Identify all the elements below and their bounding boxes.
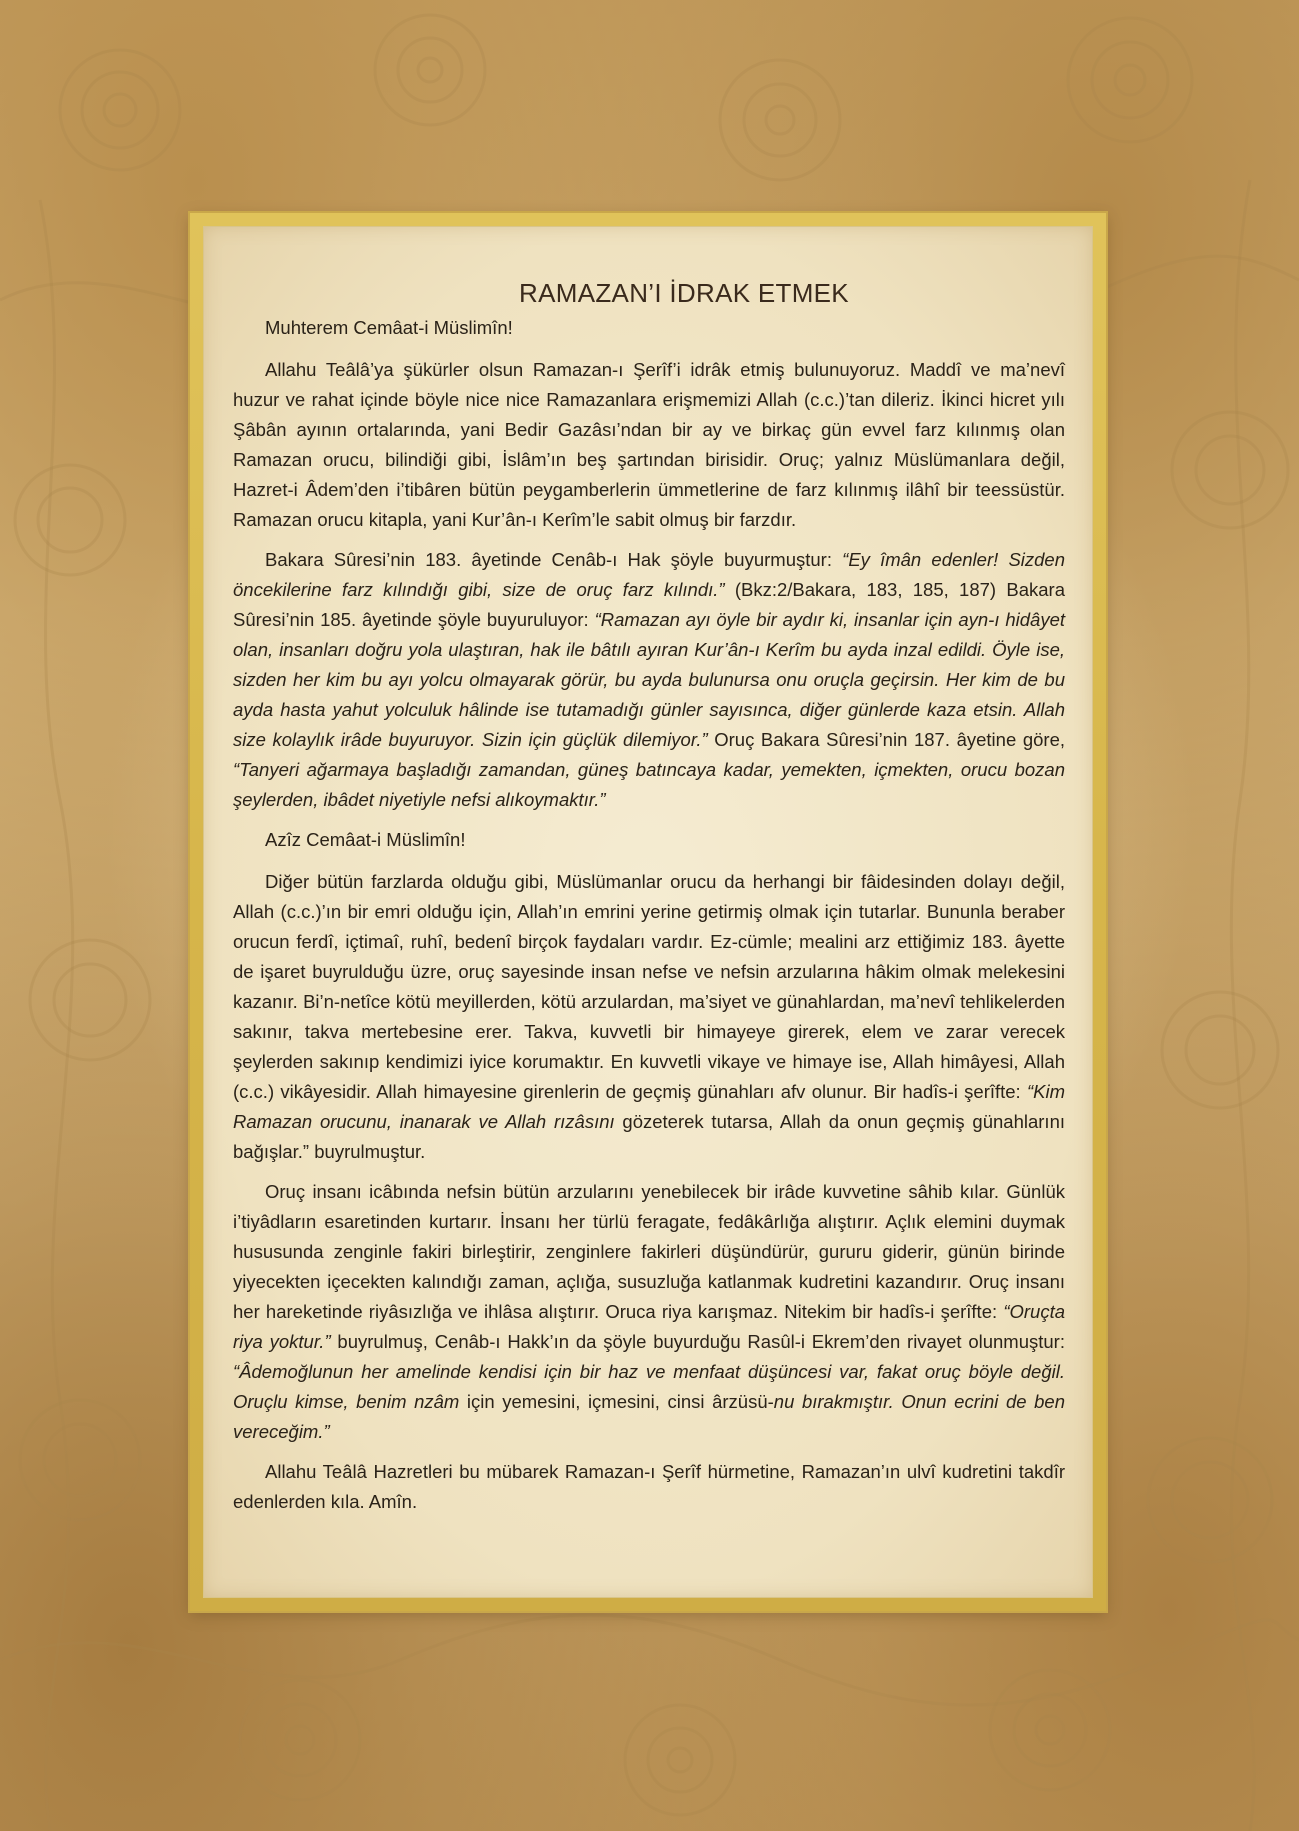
paragraph-2-quote-1: “Ey îmân edenler! Sizden öncekilerine farz kılındığı gibi, size de oruç farz kılındı.” [233,549,1066,600]
salutation-second: Azîz Cemâat-i Müslimîn! [265,829,466,850]
page-title: RAMAZAN’I İDRAK ETMEK [519,278,849,308]
paragraph-2-text-2: (Bkz:2/Bakara, 183, 185, 187) Bakara Sûresi’nin 185. âyetinde şöyle buyuruluyor: [233,579,1065,630]
paragraph-4-quote-1: “Oruçta riya yoktur.” [233,1301,1065,1352]
paragraph-2-text-1: Bakara Sûresi’nin 183. âyetinde Cenâb-ı Hak şöyle buyurmuştur: [265,549,843,570]
paragraph-4-quote-2: “Âdemoğlunun her amelinde kendisi için bir haz ve menfaat düşüncesi var, fakat oruç böyle değil. Oruçlu kimse, benim nzâm [233,1361,1065,1412]
paragraph-3-text-1: Diğer bütün farzlarda olduğu gibi, Müslümanlar orucu da herhangi bir fâidesinden dolayı değil, Allah (c.c.)’ın bir emri olduğu için, Allah’ın emrini yerine getirmiş olmak için tutarlar. Bununla beraber orucun ferdî, içtimaî, ruhî, bedenî birçok faydaları vardır. Ez-cümle; mealini arz ettiğimiz 183. âyette de işaret buyrulduğu üzre, oruç sayesinde insan nefse ve nefsin arzularına hâkim olmak melekesini kazanır. Bi’n-netîce kötü meyillerden, kötü arzulardan, ma’siyet ve günahlardan, ma’nevî tehlikelerden sakınır, takva mertebesine erer. Takva, kuvvetli bir himayeye girerek, elem ve zarar verecek şeylerden sakınıp kendimizi iyice korumaktır. En kuvvetli vikaye ve himaye ise, Allah himâyesi, Allah (c.c.) vikâyesidir. Allah himayesine girenlerin de geçmiş günahları afv olunur. Bir hadîs-i şerîfte: [233,871,1065,1102]
paragraph-2-quote-2: “Ramazan ayı öyle bir aydır ki, insanlar için ayn-ı hidâyet olan, insanları doğru yola ulaştıran, hak ile bâtılı ayıran Kur’ân-ı Kerîm bu ayda inzal edildi. Öyle ise, sizden her kim bu ayı yolcu olmayarak görür, bu ayda bulunursa onu oruçla geçirsin. Her kim de bu ayda hasta yahut yolculuk hâlinde ise tutamadığı günler sayısınca, diğer günlerde kaza etsin. Allah size kolaylık irâde buyuruyor. Sizin için güçlük dilemiyor.” [233,609,1065,750]
content-panel [203,226,1093,1598]
sermon-body [233,313,1065,1517]
content-frame [190,213,1106,1611]
paragraph-4 [233,1177,1065,1447]
paragraph-1: Allahu Teâlâ’ya şükürler olsun Ramazan-ı Şerîf’i idrâk etmiş bulunuyoruz. Maddî ve ma’nevî huzur ve rahat içinde böyle nice nice Ramazanlara erişmemizi Allah (c.c.)’tan dileriz. İkinci hicret yılı Şâbân ayının ortalarında, yani Bedir Gazâsı’ndan bir ay ve birkaç gün evvel farz kılınmış olan Ramazan orucu, bilindiği gibi, İslâm’ın beş şartından birisidir. Oruç; yalnız Müslümanlara değil, Hazret-i Âdem’den i’tibâren bütün peygamberlerin ümmetlerine de farz kılınmış ilâhî bir teessüstür. Ramazan orucu kitapla, yani Kur’ân-ı Kerîm’le sabit olmuş bir farzdır. [233,359,1065,530]
paragraph-4-text-3: için yemesini, içmesini, cinsi ârzüsü- [459,1391,774,1412]
salutation-first: Muhterem Cemâat-i Müslimîn! [265,317,513,338]
paragraph-2-quote-3: “Tanyeri ağarmaya başladığı zamandan, güneş batıncaya kadar, yemekten, içmekten, orucu bozan şeylerden, ibâdet niyetiyle nefsi alıkoymaktır.” [233,759,1065,810]
paragraph-4-text-2: buyrulmuş, Cenâb-ı Hakk’ın da şöyle buyurduğu Rasûl-i Ekrem’den rivayet olunmuştur: [330,1331,1065,1352]
paragraph-4-text-1: Oruç insanı icâbında nefsin bütün arzularını yenebilecek bir irâde kuvvetine sâhib kılar. Günlük i’tiyâdların esaretinden kurtarır. İnsanı her türlü feragate, fedâkârlığa alıştırır. Açlık elemini duymak hususunda zenginle fakiri birleştirir, zenginlere fakirleri düşündürür, gururu giderir, günün birinde yiyecekten içecekten kalındığı zaman, açlığa, susuzluğa katlanmak kudretini kazandırır. Oruç insanı her hareketinde riyâsızlığa ve ihlâsa alıştırır. Oruca riya karışmaz. Nitekim bir hadîs-i şerîfte: [233,1181,1065,1322]
paragraph-5: Allahu Teâlâ Hazretleri bu mübarek Ramazan-ı Şerîf hürmetine, Ramazan’ın ulvî kudretini takdîr edenlerden kıla. Amîn. [233,1461,1065,1512]
paragraph-3-text-2: gözeterek tutarsa, Allah da onun geçmiş günahlarını bağışlar.” buyrulmuştur. [233,1111,1065,1162]
paragraph-3 [233,867,1065,1167]
paragraph-2 [233,545,1065,815]
paragraph-3-quote-1: “Kim Ramazan orucunu, inanarak ve Allah rızâsını [233,1081,1065,1132]
paragraph-4-quote-3: nu bırakmıştır. Onun ecrini de ben vereceğim.” [233,1391,1065,1442]
paragraph-2-text-3: Oruç Bakara Sûresi’nin 187. âyetine göre, [707,729,1066,750]
